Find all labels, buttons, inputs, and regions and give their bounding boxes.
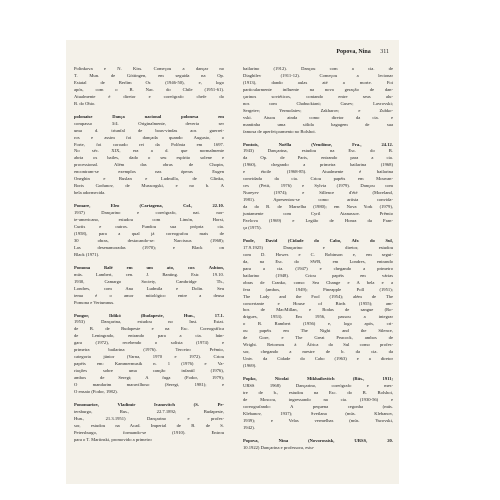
entry-line: 1943) Dançarina, estudou na Esc. do B.	[243, 148, 393, 154]
entry-line: ros e assim foi dançada quando Augusto, o	[74, 134, 224, 140]
dictionary-entry-ponomariov-cont	[243, 66, 393, 136]
dictionary-entry-ponomariov	[74, 402, 224, 444]
dictionary-entry-popova	[243, 438, 393, 452]
entry-line: tersburgo, Rus., 22.7.1892; Budapeste,	[74, 408, 224, 414]
entry-line: Pomare, Eleo (Cartagena, Col., 22.10.	[74, 203, 224, 209]
entry-line: 1981). Apresentou-se como artista convida-	[243, 197, 393, 203]
dictionary-entry-polonaise	[74, 114, 224, 197]
entry-line: 30 obras, destacando-se: Narcissus (1968);	[74, 237, 224, 243]
entry-line: T. Mun. de Göttingen, em seguida na Op.	[74, 72, 224, 78]
entry-line: o B. Rambert (1956) e, logo após, cri-	[243, 321, 393, 327]
entry-line: Polinkova e N. Kiss. Começou a dançar no	[74, 66, 224, 71]
entry-line: ces (Petit, 1976) e Sylvia (1979). Dançou com	[243, 183, 393, 189]
entry-line: para o T. Mariinski, promovido a primeiro	[74, 436, 152, 442]
entry-line: Petersburgo, formando-se (1910). Entrou	[74, 429, 224, 435]
entry-line: Diaghilev (1911-12). Começou a lecionar	[243, 72, 393, 78]
entry-line: Hun., 21.3.1951) Dançarino e profes-	[74, 415, 224, 421]
entry-line: Wright. Retornou à África do Sul como profes-	[243, 342, 393, 348]
entry-line: tema é o amor mitológico entre a deusa	[74, 292, 224, 298]
entry-line: Klebanov, 1937); Svetlana (mús. Klebanov,	[243, 410, 393, 416]
entry-line: concertante e House of Birds (1955); am-	[243, 300, 393, 306]
entry-line: uma d. triunfal de boas-vindas aos guerrei-	[74, 127, 224, 133]
entry-line: obras de Cranko, como: Sea Change e A bela e a	[243, 279, 393, 285]
entry-line: após, com o B. Nac. do Chile (1951-61).	[74, 86, 224, 92]
entry-line: Atualmente é diretor e coreógrafo chefe do	[74, 93, 224, 99]
entry-line: polonaise Dança nacional polonesa em	[74, 113, 224, 119]
page-number: 311	[380, 49, 389, 55]
entry-line: Ponomariov, Vladimir Ivanovitch (S. Pe-	[74, 401, 224, 407]
header-entry-name: Popova, Nina	[336, 49, 371, 55]
entry-line: (1958), para a qual já coreografou mais de	[74, 230, 224, 236]
entry-line: Popko, Nicolai Mikhailovitch (Rús., 1911;	[243, 376, 393, 382]
entry-line: Londres, com Ana Ludmila e Dolin. Seu	[74, 285, 224, 291]
entry-line: Pontois, Noëlla (Vendôme, Fra., 24.12.	[243, 141, 393, 147]
entry-line: papéis em: Kammermusik n. 1 (1976) e Va-	[74, 361, 224, 367]
entry-line: particularmente influente na nova geração de dan-	[243, 86, 393, 92]
entry-line: Las desenamoradas (1970); e Black on	[74, 244, 224, 250]
entry-line: da, na Esc. do SWB, em Londres, entrando	[243, 258, 393, 264]
entry-line: compasso 3/4. Originalmente, deveria ser	[74, 120, 224, 126]
entry-line: Black (1971).	[74, 251, 100, 257]
entry-line: 1953) Dançarina, estudou no Inst. Estat.	[74, 319, 224, 325]
entry-line: (1969).	[243, 363, 257, 369]
entry-line: tre de b., estudou na Esc. do B. Bolshoi,	[243, 389, 393, 395]
entry-line: te-americano, estudou com Limón, Horst,	[74, 217, 224, 223]
left-column	[74, 66, 224, 450]
entry-line: famosa de aperfeiçoamento no Bolshoi.	[243, 128, 316, 134]
entry-line: juntamente com Cyril Atanassov. Prêmio	[243, 211, 393, 217]
entry-line: coreografando: A pequena cegonha (mús.	[243, 403, 393, 409]
entry-line: encontram-se exemplos nas óperas Eugen	[74, 169, 224, 175]
entry-line: bos de MacMillan, e Bodas de sangue (Ro-	[243, 307, 393, 313]
entry-line: ça (1975).	[243, 224, 262, 230]
entry-line: Univ. da Cidade do Cabo (1963) e a diretor	[243, 356, 393, 362]
entry-line: ou papéis em The Night and the Silence,	[243, 328, 393, 334]
entry-line: Forte, foi coroado rei da Polônia em 1697.	[74, 141, 224, 147]
entry-line: O ensaio (Fodor, 1982).	[74, 388, 118, 394]
entry-line: No séc. XIX, era a d. que normalmente	[74, 148, 224, 154]
entry-line: 10.1922) Dançarina e professora, estu-	[243, 444, 315, 450]
dictionary-entry-poole	[243, 238, 393, 370]
entry-line: 17.9.1925) Dançarino e diretor, estudou	[243, 244, 393, 250]
entry-line: de Gore, e The Great Peacock, ambos de	[243, 335, 393, 341]
entry-line: ambos de Seregi; A fuga (Fodor, 1979);	[74, 375, 224, 381]
entry-line: The Lady and the Fool (1954); além de The	[243, 293, 393, 299]
entry-line: Pomona e Vertumnus.	[74, 299, 115, 305]
entry-line: de Leningrado, entrando para a cia. hún-	[74, 333, 224, 339]
entry-line: Poole, David (Cidade do Cabo, Afr. do Sul,	[243, 237, 393, 243]
entry-line: Pavlova (1969) e Legião de Honra da Fran-	[243, 218, 393, 224]
entry-line: Oneghin e Ruslan e Ludmilla, de Glinka,	[74, 176, 224, 182]
dictionary-entry-popko	[243, 376, 393, 432]
entry-line: vski. Atuou ainda como diretor da cia. e	[243, 114, 393, 120]
entry-line: 1939); e Velas vermelhas (mús. Yurovski,	[243, 417, 393, 423]
entry-line: B. do Ohio.	[74, 100, 96, 106]
entry-line: gara (1972), recebendo o solista (1974) e	[74, 340, 224, 346]
entry-line: processional. Além das obras de Chopin,	[74, 162, 224, 168]
entry-line: Boris Godunov, de Mussorgski, e no b. A	[74, 183, 224, 189]
entry-line: da Op. de Paris, entrando para a cia.	[243, 155, 393, 161]
entry-line: Pongor, Ildikó (Budapeste, Hun., 17.1.	[74, 312, 224, 318]
entry-line: Nureyev (1974); e Sillence d'été (Moreland,	[243, 190, 393, 196]
dictionary-entry-polinskova	[74, 66, 224, 108]
entry-line: abria os bailes, dado o seu espírito solene e	[74, 155, 224, 161]
entry-line: Sergeiev; Yermolaiev; Zakharov; e Zubko-	[243, 107, 393, 113]
book-page	[66, 40, 399, 484]
entry-line: Estatal de Berlim Or. (1946-50), e, logo	[74, 79, 224, 85]
entry-line: da do B. de Marselha (1980); em Nova York (1979),	[243, 204, 393, 210]
entry-line: e étoile (1968-85). Atualmente é bailarina	[243, 169, 393, 175]
dictionary-entry-pontois	[243, 142, 393, 232]
entry-line: (1960), chegando a primeira bailarina (1968)	[243, 162, 393, 168]
entry-line: sor, chegando a mestre de b. da cia. da	[243, 349, 393, 355]
entry-line: fera (ambos, 1949); Pineapple Poll (1951);	[243, 286, 393, 292]
entry-line: O mandarim maravilhoso (Seregi, 1981); e	[74, 382, 224, 388]
entry-line: bailarino (1948). Criou papéis em várias	[243, 272, 393, 278]
entry-line: 1930, Camargo Society, Cambridge Th.,	[74, 278, 224, 284]
entry-line: bailarino (1912). Dançou com a cia. de	[243, 66, 393, 71]
entry-line: 1937) Dançarino e coreógrafo, nat. nor-	[74, 210, 224, 216]
entry-line: sor, estudou na Acad. Imperial de B. de S.	[74, 422, 224, 428]
entry-line: URSS 1968) Dançarino, coreógrafo e mes-	[243, 382, 393, 388]
entry-line: bela adormecida.	[74, 190, 106, 196]
entry-line: de Moscou, ingressando na cia. (1930-56) e	[243, 396, 393, 402]
entry-line: para a cia. (1947) e chegando a primeiro	[243, 265, 393, 271]
entry-line: riações sobre uma canção infantil (1976),	[74, 368, 224, 374]
entry-line: de B. de Budapeste e na Esc. Coreográfica	[74, 326, 224, 332]
entry-line: Pomona Balé em um ato, cor. Ashton,	[74, 264, 224, 270]
dictionary-entry-pomare	[74, 203, 224, 259]
entry-line: com D. Howes e C. Robinson e, em segui-	[243, 251, 393, 257]
entry-line: Curtis e outros. Fundou sua própria cia.	[74, 224, 224, 230]
entry-line: nos com Chabuckiani; Gusev; Lavrovski;	[243, 100, 393, 106]
entry-line: drigues, 1953). Em 1956, passou a integrar	[243, 314, 393, 320]
running-header	[336, 49, 389, 55]
dictionary-entry-pomona	[74, 265, 224, 307]
entry-line: (1913), dando aulas até a morte. Foi	[243, 79, 393, 85]
entry-line: 1942).	[243, 424, 255, 430]
entry-line: mús. Lambert, cen. J. Banting. Estr. 19.10.	[74, 271, 224, 277]
entry-line: primeira bailarina (1976). Terceiro Prêmio,	[74, 347, 224, 353]
entry-line: çarinos soviéticos, contando entre seus alu-	[243, 93, 393, 99]
entry-line: Popova, Nina (Novorossisk, URSS, 20.	[243, 437, 393, 443]
right-column	[243, 66, 393, 458]
entry-line: convidada da cia. Criou papéis em Mouvan-	[243, 176, 393, 182]
dictionary-entry-pongor	[74, 313, 224, 396]
entry-line: mantinha uma sólida bagagem de sua	[243, 121, 393, 127]
entry-line: categoria júnior (Varna, 1970 e 1972). Criou	[74, 354, 224, 360]
